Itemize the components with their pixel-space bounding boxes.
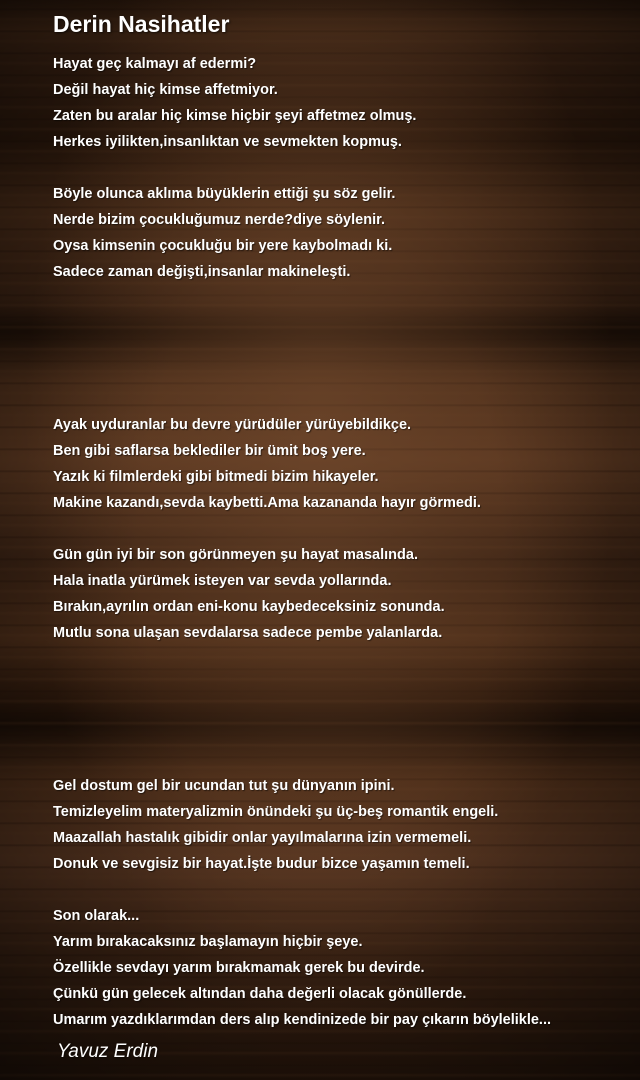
poem-line: Zaten bu aralar hiç kimse hiçbir şeyi affetmez olmuş. — [53, 108, 417, 124]
poem-line: Temizleyelim materyalizmin önündeki şu üç-beş romantik engeli. — [53, 804, 499, 820]
poem-line: Değil hayat hiç kimse affetmiyor. — [53, 82, 278, 98]
poem-line: Oysa kimsenin çocukluğu bir yere kaybolmadı ki. — [53, 238, 393, 254]
poem-line: Nerde bizim çocukluğumuz nerde?diye söylenir. — [53, 212, 385, 228]
poem-line: Bırakın,ayrılın ordan eni-konu kaybedeceksiniz sonunda. — [53, 599, 445, 615]
poem-line: Mutlu sona ulaşan sevdalarsa sadece pembe yalanlarda. — [53, 625, 443, 641]
poem-line: Hayat geç kalmayı af edermi? — [53, 56, 257, 72]
poem-line: Herkes iyilikten,insanlıktan ve sevmekten kopmuş. — [53, 134, 402, 150]
poem-line: Çünkü gün gelecek altından daha değerli olacak gönüllerde. — [53, 986, 467, 1002]
poem-line: Sadece zaman değişti,insanlar makineleşti. — [53, 264, 351, 280]
poem-line: Umarım yazdıklarımdan ders alıp kendinizede bir pay çıkarın böylelikle... — [53, 1012, 552, 1028]
poem-line: Böyle olunca aklıma büyüklerin ettiği şu söz gelir. — [53, 186, 396, 202]
poem-line: Hala inatla yürümek isteyen var sevda yollarında. — [53, 573, 392, 589]
poem-line: Ayak uyduranlar bu devre yürüdüler yürüyebildikçe. — [53, 417, 412, 433]
poem-line: Yazık ki filmlerdeki gibi bitmedi bizim hikayeler. — [53, 469, 379, 485]
poem-line: Özellikle sevdayı yarım bırakmamak gerek bu devirde. — [53, 960, 425, 976]
poem-line: Gün gün iyi bir son görünmeyen şu hayat masalında. — [53, 547, 418, 563]
poem-line: Maazallah hastalık gibidir onlar yayılmalarına izin vermemeli. — [53, 830, 472, 846]
poem-line: Makine kazandı,sevda kaybetti.Ama kazananda hayır görmedi. — [53, 495, 481, 511]
poem-line: Son olarak... — [53, 908, 140, 924]
poem-author: Yavuz Erdin — [57, 1041, 159, 1062]
poem-line: Donuk ve sevgisiz bir hayat.İşte budur bizce yaşamın temeli. — [53, 856, 470, 872]
poem-line: Gel dostum gel bir ucundan tut şu dünyanın ipini. — [53, 778, 395, 794]
poem-line: Ben gibi saflarsa beklediler bir ümit boş yere. — [53, 443, 366, 459]
poem-line: Yarım bırakacaksınız başlamayın hiçbir şeye. — [53, 934, 363, 950]
poem-title: Derin Nasihatler — [53, 11, 230, 37]
